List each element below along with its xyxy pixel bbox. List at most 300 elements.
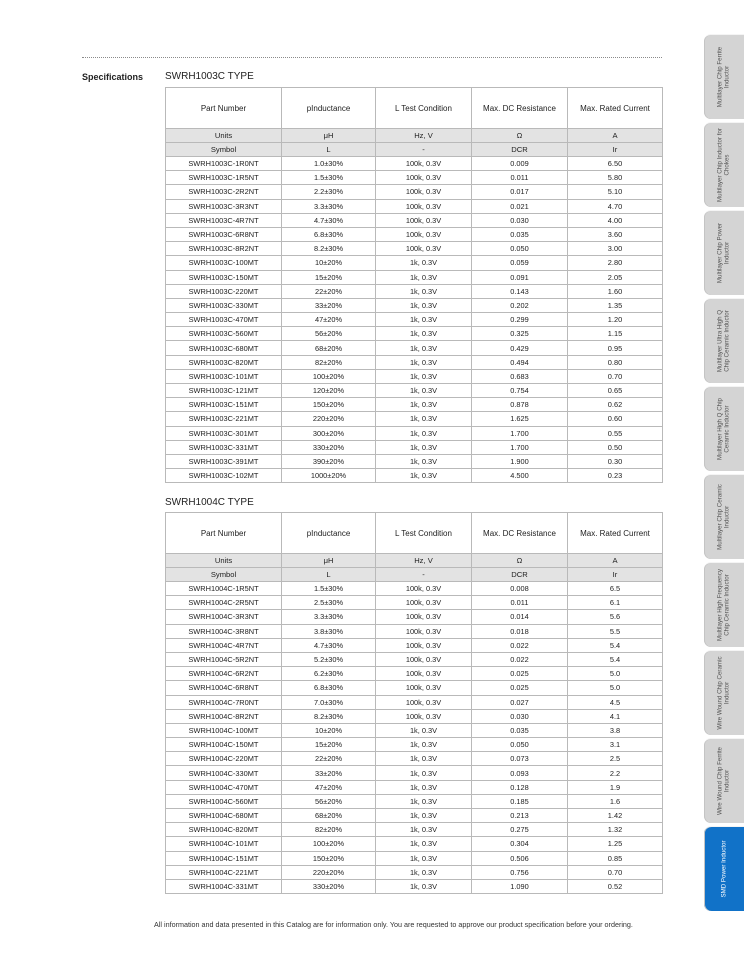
cell-rated-current: 5.80: [568, 171, 663, 185]
symbol-cell: Ir: [568, 143, 663, 157]
cell-rated-current: 2.5: [568, 752, 663, 766]
side-tab-label: Multilayer High Q Chip Ceramic Inductor: [716, 398, 731, 460]
cell-inductance: 220±20%: [282, 865, 376, 879]
cell-part-number: SWRH1003C-8R2NT: [166, 242, 282, 256]
cell-part-number: SWRH1003C-100MT: [166, 256, 282, 270]
cell-dc-resistance: 0.021: [472, 199, 568, 213]
table-row: [166, 610, 663, 624]
cell-part-number: SWRH1004C-100MT: [166, 723, 282, 737]
cell-dc-resistance: 0.213: [472, 809, 568, 823]
cell-test-condition: 100k, 0.3V: [376, 157, 472, 171]
cell-test-condition: 1k, 0.3V: [376, 851, 472, 865]
cell-part-number: SWRH1003C-680MT: [166, 341, 282, 355]
cell-dc-resistance: 0.017: [472, 185, 568, 199]
table-row: [166, 398, 663, 412]
side-tab-label: Wire Wound Chip Ferrite Inductor: [716, 747, 731, 815]
table-row: [166, 752, 663, 766]
cell-rated-current: 6.50: [568, 157, 663, 171]
cell-rated-current: 1.35: [568, 298, 663, 312]
cell-rated-current: 6.5: [568, 582, 663, 596]
cell-rated-current: 0.85: [568, 851, 663, 865]
cell-rated-current: 1.9: [568, 780, 663, 794]
cell-part-number: SWRH1003C-101MT: [166, 369, 282, 383]
table-row: [166, 837, 663, 851]
symbol-row: [166, 143, 663, 157]
cell-inductance: 33±20%: [282, 766, 376, 780]
table-row: [166, 298, 663, 312]
cell-part-number: SWRH1003C-331MT: [166, 440, 282, 454]
cell-part-number: SWRH1003C-1R5NT: [166, 171, 282, 185]
cell-rated-current: 2.05: [568, 270, 663, 284]
units-cell: μH: [282, 129, 376, 143]
header-rated-current: Max. Rated Current: [568, 88, 663, 129]
cell-dc-resistance: 0.030: [472, 213, 568, 227]
cell-dc-resistance: 0.494: [472, 355, 568, 369]
cell-rated-current: 1.20: [568, 313, 663, 327]
units-row: [166, 129, 663, 143]
cell-test-condition: 100k, 0.3V: [376, 695, 472, 709]
cell-part-number: SWRH1003C-330MT: [166, 298, 282, 312]
cell-part-number: SWRH1003C-470MT: [166, 313, 282, 327]
side-tab[interactable]: [704, 650, 744, 735]
table-row: [166, 780, 663, 794]
table-row: [166, 582, 663, 596]
cell-test-condition: 100k, 0.3V: [376, 638, 472, 652]
cell-test-condition: 100k, 0.3V: [376, 227, 472, 241]
cell-rated-current: 2.2: [568, 766, 663, 780]
cell-test-condition: 100k, 0.3V: [376, 709, 472, 723]
cell-part-number: SWRH1003C-150MT: [166, 270, 282, 284]
cell-dc-resistance: 0.275: [472, 823, 568, 837]
side-tab-label: SMD Power Inductor: [720, 840, 728, 898]
table-row: [166, 227, 663, 241]
cell-inductance: 10±20%: [282, 723, 376, 737]
table-row: [166, 794, 663, 808]
side-tab-label: Multilayer High Frequency Chip Ceramic Inductor: [716, 569, 731, 641]
cell-dc-resistance: 0.304: [472, 837, 568, 851]
cell-test-condition: 1k, 0.3V: [376, 794, 472, 808]
table-row: [166, 809, 663, 823]
symbol-cell: Symbol: [166, 568, 282, 582]
cell-rated-current: 5.10: [568, 185, 663, 199]
header-test-condition: L Test Condition: [376, 88, 472, 129]
table-row: [166, 213, 663, 227]
table-row: [166, 667, 663, 681]
cell-part-number: SWRH1003C-220MT: [166, 284, 282, 298]
cell-inductance: 15±20%: [282, 738, 376, 752]
table-row: [166, 469, 663, 483]
cell-dc-resistance: 1.700: [472, 426, 568, 440]
cell-inductance: 4.7±30%: [282, 213, 376, 227]
cell-test-condition: 1k, 0.3V: [376, 454, 472, 468]
header-rated-current: Max. Rated Current: [568, 513, 663, 554]
side-tab[interactable]: [704, 826, 744, 911]
cell-test-condition: 100k, 0.3V: [376, 242, 472, 256]
cell-part-number: SWRH1004C-7R0NT: [166, 695, 282, 709]
cell-rated-current: 5.4: [568, 652, 663, 666]
units-cell: Ω: [472, 129, 568, 143]
cell-inductance: 47±20%: [282, 313, 376, 327]
table-row: [166, 865, 663, 879]
table-row: [166, 440, 663, 454]
cell-inductance: 6.8±30%: [282, 227, 376, 241]
cell-dc-resistance: 0.059: [472, 256, 568, 270]
cell-inductance: 120±20%: [282, 384, 376, 398]
table-row: [166, 185, 663, 199]
cell-dc-resistance: 0.050: [472, 242, 568, 256]
cell-test-condition: 1k, 0.3V: [376, 780, 472, 794]
cell-dc-resistance: 0.035: [472, 227, 568, 241]
cell-test-condition: 1k, 0.3V: [376, 823, 472, 837]
cell-dc-resistance: 0.030: [472, 709, 568, 723]
header-dc-resistance: Max. DC Resistance: [472, 88, 568, 129]
spec-table-swrh1003c: [165, 87, 663, 483]
cell-test-condition: 1k, 0.3V: [376, 284, 472, 298]
symbol-cell: L: [282, 568, 376, 582]
table-row: [166, 412, 663, 426]
symbol-cell: Ir: [568, 568, 663, 582]
cell-dc-resistance: 0.506: [472, 851, 568, 865]
cell-part-number: SWRH1004C-331MT: [166, 879, 282, 893]
cell-inductance: 68±20%: [282, 809, 376, 823]
cell-rated-current: 4.5: [568, 695, 663, 709]
table-row: [166, 199, 663, 213]
cell-part-number: SWRH1003C-102MT: [166, 469, 282, 483]
cell-rated-current: 0.95: [568, 341, 663, 355]
units-cell: Units: [166, 129, 282, 143]
side-tab[interactable]: [704, 210, 744, 295]
table-row: [166, 624, 663, 638]
cell-part-number: SWRH1004C-560MT: [166, 794, 282, 808]
cell-dc-resistance: 0.091: [472, 270, 568, 284]
cell-dc-resistance: 0.022: [472, 652, 568, 666]
cell-rated-current: 0.50: [568, 440, 663, 454]
section-label: Specifications: [82, 72, 144, 82]
cell-part-number: SWRH1004C-220MT: [166, 752, 282, 766]
cell-test-condition: 1k, 0.3V: [376, 766, 472, 780]
cell-rated-current: 0.52: [568, 879, 663, 893]
cell-dc-resistance: 0.011: [472, 171, 568, 185]
cell-rated-current: 5.0: [568, 681, 663, 695]
cell-part-number: SWRH1004C-221MT: [166, 865, 282, 879]
header-dc-resistance: Max. DC Resistance: [472, 513, 568, 554]
cell-dc-resistance: 0.754: [472, 384, 568, 398]
cell-part-number: SWRH1004C-330MT: [166, 766, 282, 780]
units-cell: Ω: [472, 554, 568, 568]
table-row: [166, 879, 663, 893]
table-row: [166, 695, 663, 709]
cell-rated-current: 1.6: [568, 794, 663, 808]
cell-part-number: SWRH1004C-8R2NT: [166, 709, 282, 723]
cell-part-number: SWRH1004C-820MT: [166, 823, 282, 837]
table-row: [166, 681, 663, 695]
cell-part-number: SWRH1004C-470MT: [166, 780, 282, 794]
cell-test-condition: 1k, 0.3V: [376, 752, 472, 766]
cell-dc-resistance: 0.018: [472, 624, 568, 638]
spec-table-swrh1004c: [165, 512, 663, 894]
cell-dc-resistance: 0.014: [472, 610, 568, 624]
cell-part-number: SWRH1003C-560MT: [166, 327, 282, 341]
cell-part-number: SWRH1004C-3R3NT: [166, 610, 282, 624]
cell-part-number: SWRH1004C-1R5NT: [166, 582, 282, 596]
cell-rated-current: 1.25: [568, 837, 663, 851]
side-tab[interactable]: [704, 738, 744, 823]
cell-dc-resistance: 0.683: [472, 369, 568, 383]
table-row: [166, 823, 663, 837]
cell-part-number: SWRH1003C-820MT: [166, 355, 282, 369]
cell-inductance: 2.2±30%: [282, 185, 376, 199]
cell-dc-resistance: 0.050: [472, 738, 568, 752]
cell-inductance: 5.2±30%: [282, 652, 376, 666]
cell-dc-resistance: 1.900: [472, 454, 568, 468]
cell-inductance: 6.2±30%: [282, 667, 376, 681]
cell-inductance: 7.0±30%: [282, 695, 376, 709]
side-tab[interactable]: [704, 34, 744, 119]
table-row: [166, 454, 663, 468]
cell-part-number: SWRH1004C-2R5NT: [166, 596, 282, 610]
symbol-cell: DCR: [472, 568, 568, 582]
cell-inductance: 56±20%: [282, 327, 376, 341]
cell-test-condition: 100k, 0.3V: [376, 681, 472, 695]
cell-inductance: 150±20%: [282, 398, 376, 412]
table-row: [166, 256, 663, 270]
cell-inductance: 82±20%: [282, 823, 376, 837]
cell-test-condition: 1k, 0.3V: [376, 837, 472, 851]
table-row: [166, 738, 663, 752]
symbol-cell: -: [376, 143, 472, 157]
table-row: [166, 766, 663, 780]
cell-rated-current: 5.5: [568, 624, 663, 638]
cell-dc-resistance: 0.073: [472, 752, 568, 766]
cell-test-condition: 1k, 0.3V: [376, 355, 472, 369]
cell-inductance: 100±20%: [282, 837, 376, 851]
side-tab-label: Multilayer Chip Ferrite Inductor: [716, 46, 731, 108]
cell-test-condition: 100k, 0.3V: [376, 624, 472, 638]
cell-inductance: 22±20%: [282, 752, 376, 766]
table-row: [166, 355, 663, 369]
cell-inductance: 22±20%: [282, 284, 376, 298]
cell-rated-current: 3.8: [568, 723, 663, 737]
table-row: [166, 723, 663, 737]
cell-inductance: 10±20%: [282, 256, 376, 270]
side-tab[interactable]: [704, 298, 744, 383]
cell-part-number: SWRH1004C-5R2NT: [166, 652, 282, 666]
side-tab-label: Wire Wound Chip Ceramic Inductor: [716, 656, 731, 730]
cell-test-condition: 100k, 0.3V: [376, 185, 472, 199]
cell-dc-resistance: 0.093: [472, 766, 568, 780]
symbol-cell: -: [376, 568, 472, 582]
cell-rated-current: 1.60: [568, 284, 663, 298]
cell-dc-resistance: 0.202: [472, 298, 568, 312]
cell-dc-resistance: 0.011: [472, 596, 568, 610]
cell-rated-current: 3.00: [568, 242, 663, 256]
table-title-swrh1004c: SWRH1004C TYPE: [165, 497, 254, 508]
cell-part-number: SWRH1003C-301MT: [166, 426, 282, 440]
header-inductance: pInductance: [282, 88, 376, 129]
cell-dc-resistance: 1.700: [472, 440, 568, 454]
cell-part-number: SWRH1003C-6R8NT: [166, 227, 282, 241]
cell-part-number: SWRH1004C-150MT: [166, 738, 282, 752]
symbol-cell: L: [282, 143, 376, 157]
cell-inductance: 8.2±30%: [282, 709, 376, 723]
header-test-condition: L Test Condition: [376, 513, 472, 554]
units-cell: Units: [166, 554, 282, 568]
cell-dc-resistance: 0.185: [472, 794, 568, 808]
cell-test-condition: 1k, 0.3V: [376, 341, 472, 355]
cell-inductance: 330±20%: [282, 879, 376, 893]
cell-rated-current: 0.62: [568, 398, 663, 412]
disclaimer-footer: All information and data presented in this Catalog are for information only. You are requested to approve our product specification before your ordering.: [154, 920, 633, 929]
cell-rated-current: 3.1: [568, 738, 663, 752]
cell-part-number: SWRH1003C-4R7NT: [166, 213, 282, 227]
header-inductance: pInductance: [282, 513, 376, 554]
cell-rated-current: 4.1: [568, 709, 663, 723]
side-tab-label: Multilayer Chip Power Inductor: [716, 222, 731, 284]
units-row: [166, 554, 663, 568]
cell-dc-resistance: 0.025: [472, 667, 568, 681]
cell-dc-resistance: 0.035: [472, 723, 568, 737]
cell-test-condition: 100k, 0.3V: [376, 213, 472, 227]
side-tab[interactable]: [704, 122, 744, 207]
cell-test-condition: 1k, 0.3V: [376, 298, 472, 312]
cell-part-number: SWRH1003C-1R0NT: [166, 157, 282, 171]
cell-test-condition: 1k, 0.3V: [376, 738, 472, 752]
table-row: [166, 652, 663, 666]
cell-test-condition: 1k, 0.3V: [376, 327, 472, 341]
cell-dc-resistance: 0.756: [472, 865, 568, 879]
cell-test-condition: 100k, 0.3V: [376, 199, 472, 213]
cell-inductance: 150±20%: [282, 851, 376, 865]
cell-dc-resistance: 1.625: [472, 412, 568, 426]
cell-part-number: SWRH1003C-221MT: [166, 412, 282, 426]
table-row: [166, 171, 663, 185]
cell-inductance: 3.3±30%: [282, 199, 376, 213]
side-tab-label: Multilayer Chip Ceramic Inductor: [716, 484, 731, 550]
cell-dc-resistance: 4.500: [472, 469, 568, 483]
cell-test-condition: 100k, 0.3V: [376, 582, 472, 596]
cell-inductance: 82±20%: [282, 355, 376, 369]
cell-test-condition: 1k, 0.3V: [376, 256, 472, 270]
cell-rated-current: 4.00: [568, 213, 663, 227]
cell-part-number: SWRH1004C-151MT: [166, 851, 282, 865]
cell-test-condition: 1k, 0.3V: [376, 879, 472, 893]
cell-test-condition: 100k, 0.3V: [376, 596, 472, 610]
cell-inductance: 56±20%: [282, 794, 376, 808]
cell-dc-resistance: 0.008: [472, 582, 568, 596]
header-part-number: Part Number: [166, 88, 282, 129]
cell-test-condition: 1k, 0.3V: [376, 369, 472, 383]
table-row: [166, 596, 663, 610]
cell-test-condition: 100k, 0.3V: [376, 610, 472, 624]
cell-rated-current: 0.30: [568, 454, 663, 468]
symbol-cell: DCR: [472, 143, 568, 157]
cell-dc-resistance: 1.090: [472, 879, 568, 893]
cell-rated-current: 5.6: [568, 610, 663, 624]
symbol-cell: Symbol: [166, 143, 282, 157]
cell-part-number: SWRH1004C-6R8NT: [166, 681, 282, 695]
cell-part-number: SWRH1003C-3R3NT: [166, 199, 282, 213]
cell-test-condition: 100k, 0.3V: [376, 171, 472, 185]
cell-inductance: 2.5±30%: [282, 596, 376, 610]
cell-test-condition: 1k, 0.3V: [376, 440, 472, 454]
table-body: [166, 157, 663, 483]
cell-rated-current: 0.23: [568, 469, 663, 483]
table-header-row: [166, 513, 663, 554]
cell-rated-current: 0.70: [568, 865, 663, 879]
table-row: [166, 851, 663, 865]
table-row: [166, 384, 663, 398]
table-row: [166, 313, 663, 327]
cell-rated-current: 4.70: [568, 199, 663, 213]
cell-test-condition: 1k, 0.3V: [376, 469, 472, 483]
table-body: [166, 582, 663, 894]
cell-dc-resistance: 0.325: [472, 327, 568, 341]
cell-inductance: 1.0±30%: [282, 157, 376, 171]
cell-inductance: 330±20%: [282, 440, 376, 454]
cell-dc-resistance: 0.128: [472, 780, 568, 794]
cell-dc-resistance: 0.299: [472, 313, 568, 327]
table-row: [166, 327, 663, 341]
side-tab[interactable]: [704, 562, 744, 647]
cell-inductance: 33±20%: [282, 298, 376, 312]
symbol-row: [166, 568, 663, 582]
cell-test-condition: 1k, 0.3V: [376, 426, 472, 440]
side-tab[interactable]: [704, 474, 744, 559]
cell-rated-current: 5.4: [568, 638, 663, 652]
cell-rated-current: 6.1: [568, 596, 663, 610]
table-row: [166, 242, 663, 256]
cell-dc-resistance: 0.027: [472, 695, 568, 709]
cell-rated-current: 2.80: [568, 256, 663, 270]
cell-rated-current: 3.60: [568, 227, 663, 241]
cell-inductance: 1000±20%: [282, 469, 376, 483]
cell-inductance: 3.8±30%: [282, 624, 376, 638]
cell-rated-current: 1.15: [568, 327, 663, 341]
side-tab-label: Multilayer Chip Inductor for Chokes: [716, 128, 731, 202]
cell-inductance: 3.3±30%: [282, 610, 376, 624]
cell-rated-current: 5.0: [568, 667, 663, 681]
cell-test-condition: 1k, 0.3V: [376, 865, 472, 879]
cell-inductance: 68±20%: [282, 341, 376, 355]
cell-inductance: 8.2±30%: [282, 242, 376, 256]
side-tab[interactable]: [704, 386, 744, 471]
cell-inductance: 1.5±30%: [282, 171, 376, 185]
cell-test-condition: 1k, 0.3V: [376, 809, 472, 823]
cell-part-number: SWRH1003C-121MT: [166, 384, 282, 398]
cell-rated-current: 0.65: [568, 384, 663, 398]
cell-inductance: 15±20%: [282, 270, 376, 284]
units-cell: Hz, V: [376, 129, 472, 143]
cell-rated-current: 0.80: [568, 355, 663, 369]
cell-inductance: 4.7±30%: [282, 638, 376, 652]
units-cell: A: [568, 554, 663, 568]
table-header-row: [166, 88, 663, 129]
cell-part-number: SWRH1004C-3R8NT: [166, 624, 282, 638]
cell-rated-current: 1.32: [568, 823, 663, 837]
cell-test-condition: 1k, 0.3V: [376, 398, 472, 412]
units-cell: μH: [282, 554, 376, 568]
cell-part-number: SWRH1003C-151MT: [166, 398, 282, 412]
table-row: [166, 369, 663, 383]
cell-rated-current: 0.60: [568, 412, 663, 426]
cell-rated-current: 0.55: [568, 426, 663, 440]
cell-dc-resistance: 0.429: [472, 341, 568, 355]
cell-dc-resistance: 0.143: [472, 284, 568, 298]
cell-test-condition: 1k, 0.3V: [376, 313, 472, 327]
cell-test-condition: 100k, 0.3V: [376, 652, 472, 666]
table-title-swrh1003c: SWRH1003C TYPE: [165, 71, 254, 82]
units-cell: Hz, V: [376, 554, 472, 568]
